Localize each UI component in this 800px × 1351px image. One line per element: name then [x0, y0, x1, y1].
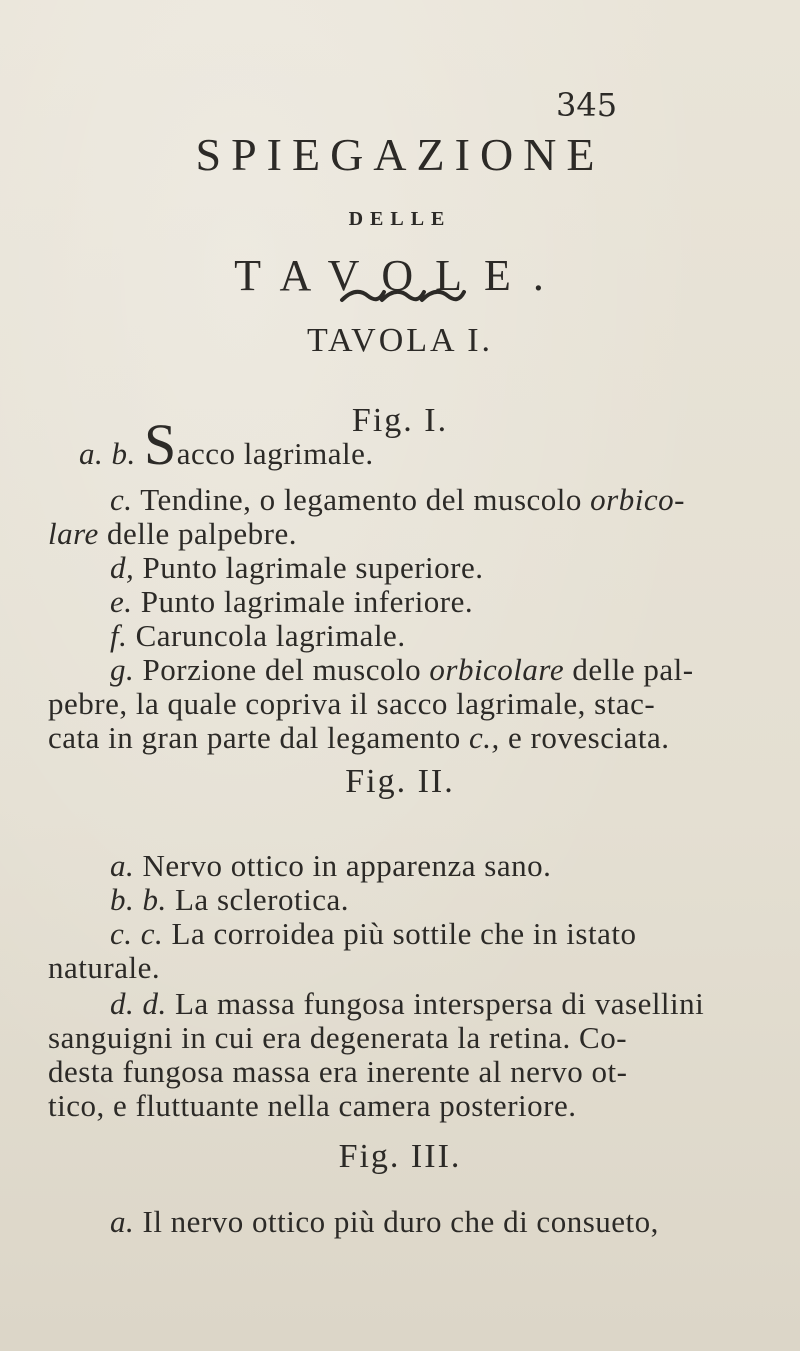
legend-text: e rovesciata. — [499, 720, 670, 755]
legend-italic: orbicolare — [429, 652, 565, 687]
legend-text: acco lagrimale. — [176, 436, 374, 471]
legend-label: f. — [110, 618, 128, 653]
legend-label: e. — [110, 584, 133, 619]
legend-line — [110, 986, 704, 1022]
legend-text: cata in gran parte dal legamento — [48, 720, 470, 755]
legend-line — [79, 412, 374, 477]
legend-line — [110, 482, 685, 518]
subtitle-delle: DELLE — [348, 208, 452, 230]
legend-label: a. b. — [79, 436, 136, 471]
drop-cap: S — [144, 412, 177, 477]
legend-line — [110, 652, 694, 688]
legend-text: sanguigni in cui era degenerata la retina. Co- — [48, 1020, 628, 1055]
plate-title: TAVOLA I. — [306, 322, 494, 359]
legend-text: Nervo ottico in apparenza sano. — [142, 848, 552, 883]
legend-text: Il nervo ottico più duro che di consueto, — [142, 1204, 659, 1239]
legend-text: La corroidea più sottile che in istato — [171, 916, 637, 951]
legend-line — [48, 950, 160, 986]
legend-label: c. c. — [110, 916, 164, 951]
legend-line — [48, 686, 655, 722]
legend-italic: c., — [469, 720, 500, 755]
legend-label: a. — [110, 848, 135, 883]
legend-text: tico, e fluttuante nella camera posteriore. — [48, 1088, 577, 1123]
legend-italic: orbico- — [590, 482, 685, 517]
legend-line — [48, 1020, 627, 1056]
legend-text: delle pal- — [564, 652, 694, 687]
legend-line — [110, 916, 636, 952]
legend-label: c. — [110, 482, 133, 517]
legend-label: d, — [110, 550, 135, 585]
legend-line — [48, 1088, 576, 1124]
legend-text: desta fungosa massa era inerente al nervo ot- — [48, 1054, 628, 1089]
legend-line — [110, 584, 473, 620]
legend-text: naturale. — [48, 950, 161, 985]
decorative-ornament-icon — [338, 284, 466, 306]
figure-heading: Fig. I. — [351, 402, 449, 439]
legend-text: pebre, la quale copriva il sacco lagrimale, stac- — [48, 686, 656, 721]
main-title: SPIEGAZIONE — [195, 129, 605, 180]
legend-text: Porzione del muscolo — [142, 652, 430, 687]
legend-text: Tendine, o legamento del muscolo — [140, 482, 591, 517]
legend-text: delle palpebre. — [98, 516, 298, 551]
legend-label: a. — [110, 1204, 135, 1239]
legend-line — [48, 516, 297, 552]
legend-line — [110, 848, 551, 884]
figure-heading: Fig. II. — [345, 763, 455, 800]
legend-text: Punto lagrimale inferiore. — [140, 584, 474, 619]
legend-label: d. d. — [110, 986, 167, 1021]
legend-text: La sclerotica. — [175, 882, 349, 917]
subtitle-tavole: TAVOLE. — [234, 251, 566, 300]
legend-text: Punto lagrimale superiore. — [142, 550, 484, 585]
legend-line — [110, 1204, 659, 1240]
legend-text: Caruncola lagrimale. — [135, 618, 406, 653]
legend-italic: lare — [48, 516, 99, 551]
legend-line — [110, 618, 406, 654]
legend-label: g. — [110, 652, 135, 687]
legend-label: b. b. — [110, 882, 167, 917]
page-number: 345 — [556, 86, 618, 124]
legend-line — [110, 882, 349, 918]
figure-heading: Fig. III. — [338, 1138, 462, 1175]
legend-line — [48, 720, 669, 756]
legend-text: La massa fungosa interspersa di vasellini — [175, 986, 705, 1021]
legend-line — [110, 550, 484, 586]
legend-line — [48, 1054, 627, 1090]
